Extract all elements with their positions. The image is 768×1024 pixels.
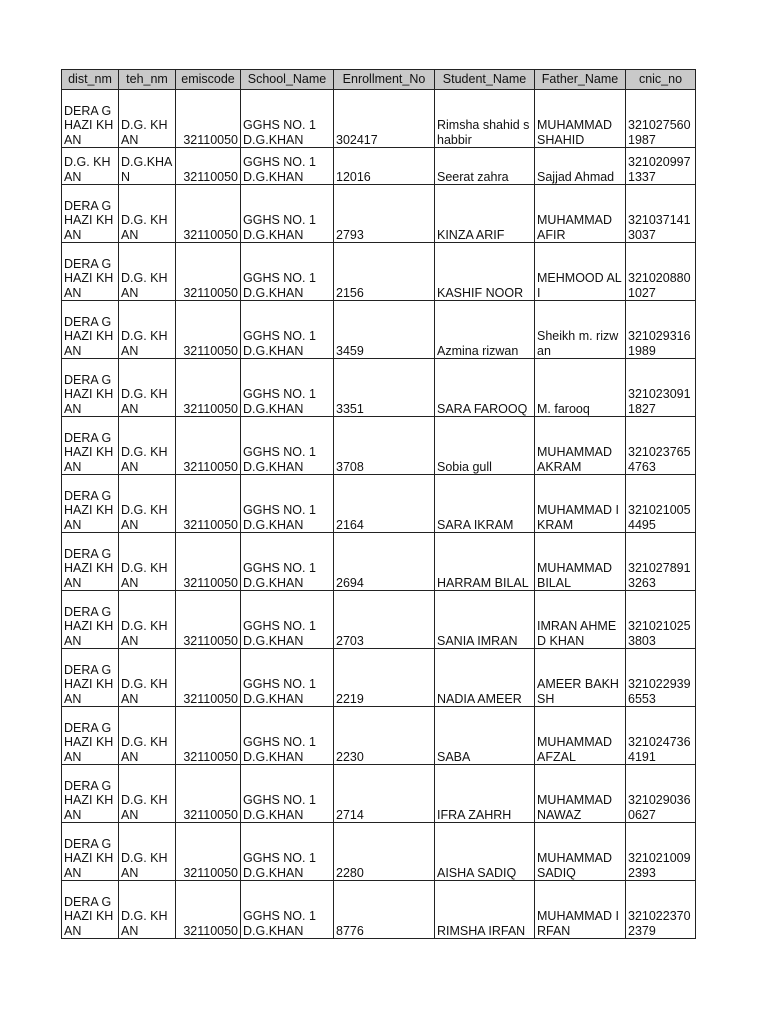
cnic-no-cell: 3210237654763	[626, 417, 696, 475]
teh-cell: D.G. KHAN	[119, 243, 176, 301]
school-name-cell: GGHS NO. 1 D.G.KHAN	[241, 301, 334, 359]
student-name-cell: KINZA ARIF	[435, 185, 535, 243]
emiscode-cell: 32110050	[176, 475, 241, 533]
table-row	[62, 359, 696, 417]
emiscode-cell: 32110050	[176, 707, 241, 765]
student-name-cell: AISHA SADIQ	[435, 823, 535, 881]
student-name-cell: SARA IKRAM	[435, 475, 535, 533]
father-name-cell: Sajjad Ahmad	[535, 148, 626, 185]
table-row	[62, 243, 696, 301]
dist-cell: DERA GHAZI KHAN	[62, 881, 119, 939]
school-name-cell: GGHS NO. 1 D.G.KHAN	[241, 417, 334, 475]
teh-cell: D.G. KHAN	[119, 591, 176, 649]
enrollment-no-cell: 2694	[334, 533, 435, 591]
cnic-no-cell: 3210229396553	[626, 649, 696, 707]
father-name-cell: MUHAMMAD IKRAM	[535, 475, 626, 533]
table-row	[62, 765, 696, 823]
table-row	[62, 475, 696, 533]
school-name-cell: GGHS NO. 1 D.G.KHAN	[241, 765, 334, 823]
teh-cell: D.G. KHAN	[119, 301, 176, 359]
father-name-cell: M. farooq	[535, 359, 626, 417]
teh-cell: D.G. KHAN	[119, 823, 176, 881]
table-row	[62, 417, 696, 475]
dist-cell: DERA GHAZI KHAN	[62, 417, 119, 475]
father-name-cell: MUHAMMAD SHAHID	[535, 90, 626, 148]
school-name-cell: GGHS NO. 1 D.G.KHAN	[241, 707, 334, 765]
emiscode-cell: 32110050	[176, 185, 241, 243]
emiscode-cell: 32110050	[176, 823, 241, 881]
enrollment-no-cell: 2164	[334, 475, 435, 533]
school-name-cell: GGHS NO. 1 D.G.KHAN	[241, 823, 334, 881]
column-header: Student_Name	[435, 70, 535, 90]
enrollment-no-cell: 2219	[334, 649, 435, 707]
table-body	[62, 90, 696, 939]
table-row	[62, 148, 696, 185]
enrollment-no-cell: 2156	[334, 243, 435, 301]
father-name-cell: Sheikh m. rizwan	[535, 301, 626, 359]
teh-cell: D.G.KHAN	[119, 148, 176, 185]
table-row	[62, 185, 696, 243]
father-name-cell: MUHAMMAD IRFAN	[535, 881, 626, 939]
dist-cell: DERA GHAZI KHAN	[62, 185, 119, 243]
father-name-cell: MEHMOOD ALI	[535, 243, 626, 301]
cnic-no-cell: 3210278913263	[626, 533, 696, 591]
enrollment-no-cell: 3351	[334, 359, 435, 417]
student-name-cell: KASHIF NOOR	[435, 243, 535, 301]
father-name-cell: MUHAMMAD SADIQ	[535, 823, 626, 881]
enrollment-no-cell: 2793	[334, 185, 435, 243]
dist-cell: DERA GHAZI KHAN	[62, 591, 119, 649]
dist-cell: D.G. KHAN	[62, 148, 119, 185]
school-name-cell: GGHS NO. 1 D.G.KHAN	[241, 90, 334, 148]
student-name-cell: RIMSHA IRFAN	[435, 881, 535, 939]
school-name-cell: GGHS NO. 1 D.G.KHAN	[241, 148, 334, 185]
enrollment-no-cell: 3708	[334, 417, 435, 475]
column-header: School_Name	[241, 70, 334, 90]
student-name-cell: SARA FAROOQ	[435, 359, 535, 417]
student-table	[61, 69, 696, 939]
student-name-cell: HARRAM BILAL	[435, 533, 535, 591]
teh-cell: D.G. KHAN	[119, 533, 176, 591]
cnic-no-cell: 3210210253803	[626, 591, 696, 649]
dist-cell: DERA GHAZI KHAN	[62, 823, 119, 881]
teh-cell: D.G. KHAN	[119, 765, 176, 823]
father-name-cell: MUHAMMAD AKRAM	[535, 417, 626, 475]
dist-cell: DERA GHAZI KHAN	[62, 707, 119, 765]
student-name-cell: Rimsha shahid shabbir	[435, 90, 535, 148]
enrollment-no-cell: 2714	[334, 765, 435, 823]
cnic-no-cell: 3210209971337	[626, 148, 696, 185]
cnic-no-cell: 3210210092393	[626, 823, 696, 881]
emiscode-cell: 32110050	[176, 765, 241, 823]
column-header: Father_Name	[535, 70, 626, 90]
father-name-cell: MUHAMMAD AFZAL	[535, 707, 626, 765]
dist-cell: DERA GHAZI KHAN	[62, 301, 119, 359]
header-row	[62, 70, 696, 90]
emiscode-cell: 32110050	[176, 417, 241, 475]
school-name-cell: GGHS NO. 1 D.G.KHAN	[241, 533, 334, 591]
cnic-no-cell: 3210293161989	[626, 301, 696, 359]
table-header	[62, 70, 696, 90]
enrollment-no-cell: 2703	[334, 591, 435, 649]
cnic-no-cell: 3210371413037	[626, 185, 696, 243]
dist-cell: DERA GHAZI KHAN	[62, 243, 119, 301]
father-name-cell: AMEER BAKHSH	[535, 649, 626, 707]
table-row	[62, 90, 696, 148]
school-name-cell: GGHS NO. 1 D.G.KHAN	[241, 591, 334, 649]
dist-cell: DERA GHAZI KHAN	[62, 475, 119, 533]
cnic-no-cell: 3210247364191	[626, 707, 696, 765]
column-header: Enrollment_No	[334, 70, 435, 90]
table-row	[62, 881, 696, 939]
emiscode-cell: 32110050	[176, 359, 241, 417]
cnic-no-cell: 3210208801027	[626, 243, 696, 301]
school-name-cell: GGHS NO. 1 D.G.KHAN	[241, 475, 334, 533]
enrollment-no-cell: 302417	[334, 90, 435, 148]
emiscode-cell: 32110050	[176, 243, 241, 301]
column-header: cnic_no	[626, 70, 696, 90]
teh-cell: D.G. KHAN	[119, 649, 176, 707]
dist-cell: DERA GHAZI KHAN	[62, 649, 119, 707]
table-row	[62, 591, 696, 649]
school-name-cell: GGHS NO. 1 D.G.KHAN	[241, 243, 334, 301]
teh-cell: D.G. KHAN	[119, 90, 176, 148]
emiscode-cell: 32110050	[176, 881, 241, 939]
teh-cell: D.G. KHAN	[119, 881, 176, 939]
student-name-cell: SABA	[435, 707, 535, 765]
dist-cell: DERA GHAZI KHAN	[62, 533, 119, 591]
student-name-cell: Sobia gull	[435, 417, 535, 475]
enrollment-no-cell: 2230	[334, 707, 435, 765]
teh-cell: D.G. KHAN	[119, 475, 176, 533]
teh-cell: D.G. KHAN	[119, 359, 176, 417]
table-row	[62, 533, 696, 591]
teh-cell: D.G. KHAN	[119, 185, 176, 243]
enrollment-no-cell: 8776	[334, 881, 435, 939]
table-row	[62, 823, 696, 881]
column-header: teh_nm	[119, 70, 176, 90]
student-name-cell: Azmina rizwan	[435, 301, 535, 359]
table-row	[62, 301, 696, 359]
emiscode-cell: 32110050	[176, 90, 241, 148]
father-name-cell: IMRAN AHMED KHAN	[535, 591, 626, 649]
emiscode-cell: 32110050	[176, 148, 241, 185]
dist-cell: DERA GHAZI KHAN	[62, 765, 119, 823]
table-row	[62, 649, 696, 707]
cnic-no-cell: 3210275601987	[626, 90, 696, 148]
enrollment-no-cell: 3459	[334, 301, 435, 359]
student-name-cell: IFRA ZAHRH	[435, 765, 535, 823]
table-row	[62, 707, 696, 765]
student-name-cell: SANIA IMRAN	[435, 591, 535, 649]
column-header: dist_nm	[62, 70, 119, 90]
student-name-cell: Seerat zahra	[435, 148, 535, 185]
father-name-cell: MUHAMMAD AFIR	[535, 185, 626, 243]
dist-cell: DERA GHAZI KHAN	[62, 90, 119, 148]
emiscode-cell: 32110050	[176, 533, 241, 591]
teh-cell: D.G. KHAN	[119, 417, 176, 475]
school-name-cell: GGHS NO. 1 D.G.KHAN	[241, 649, 334, 707]
father-name-cell: MUHAMMAD NAWAZ	[535, 765, 626, 823]
school-name-cell: GGHS NO. 1 D.G.KHAN	[241, 185, 334, 243]
emiscode-cell: 32110050	[176, 301, 241, 359]
teh-cell: D.G. KHAN	[119, 707, 176, 765]
column-header: emiscode	[176, 70, 241, 90]
cnic-no-cell: 3210210054495	[626, 475, 696, 533]
school-name-cell: GGHS NO. 1 D.G.KHAN	[241, 359, 334, 417]
emiscode-cell: 32110050	[176, 591, 241, 649]
cnic-no-cell: 3210230911827	[626, 359, 696, 417]
father-name-cell: MUHAMMAD BILAL	[535, 533, 626, 591]
dist-cell: DERA GHAZI KHAN	[62, 359, 119, 417]
cnic-no-cell: 3210290360627	[626, 765, 696, 823]
enrollment-no-cell: 2280	[334, 823, 435, 881]
student-name-cell: NADIA AMEER	[435, 649, 535, 707]
enrollment-no-cell: 12016	[334, 148, 435, 185]
emiscode-cell: 32110050	[176, 649, 241, 707]
school-name-cell: GGHS NO. 1 D.G.KHAN	[241, 881, 334, 939]
cnic-no-cell: 3210223702379	[626, 881, 696, 939]
